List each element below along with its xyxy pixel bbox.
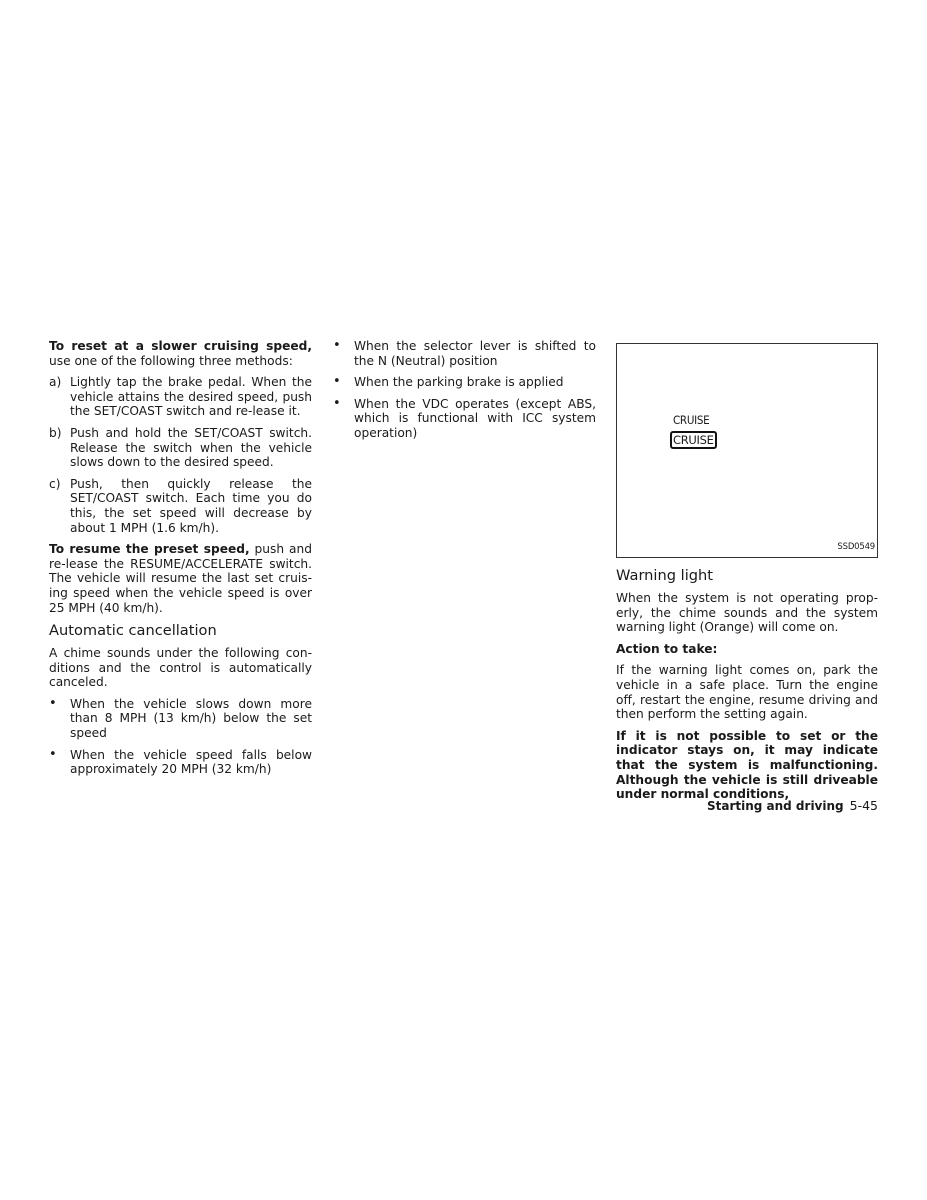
bullet-icon: • bbox=[333, 338, 341, 353]
warning-light-paragraph: When the system is not operating prop-erly, the chime sounds and the system warning light (Orange) will come on. bbox=[616, 591, 878, 635]
bullet-text: When the vehicle speed falls below approximately 20 MPH (32 km/h) bbox=[70, 747, 312, 777]
method-item-a bbox=[49, 375, 312, 419]
section-title: Starting and driving bbox=[706, 799, 844, 813]
bullet-icon: • bbox=[333, 395, 341, 411]
resume-preset-text: push and re-lease the RESUME/ACCELERATE switch. The vehicle will resume the last set cruis-ing speed when the vehicle speed is over 25 MPH (40 km/h). bbox=[49, 542, 312, 615]
malfunction-warning-paragraph: If it is not possible to set or the indicator stays on, it may indicate that the system is malfunctioning. Although the vehicle is still driveable under normal conditions, bbox=[616, 728, 878, 802]
bullet-text: When the VDC operates (except ABS, which is functional with ICC system operation) bbox=[354, 396, 596, 440]
cruise-indicator-figure bbox=[616, 343, 878, 558]
cruise-indicator-label: CRUISE bbox=[673, 413, 710, 427]
list-marker: c) bbox=[49, 476, 61, 491]
cancel-bullet-3 bbox=[333, 339, 596, 368]
bullet-text: When the selector lever is shifted to the N (Neutral) position bbox=[354, 339, 596, 368]
resume-preset-paragraph bbox=[49, 542, 312, 615]
list-marker: a) bbox=[49, 375, 62, 390]
bullet-icon: • bbox=[49, 746, 57, 762]
list-marker: b) bbox=[49, 425, 62, 440]
column-right bbox=[616, 339, 878, 809]
list-item-text: Push, then quickly release the SET/COAST switch. Each time you do this, the set speed will decrease by about 1 MPH (1.6 km/h). bbox=[70, 476, 312, 535]
bullet-text: When the parking brake is applied bbox=[354, 375, 564, 390]
page-footer bbox=[707, 798, 878, 813]
reset-slower-lead: To reset at a slower cruising speed, bbox=[49, 339, 312, 353]
column-left bbox=[49, 339, 312, 784]
list-item-text: Lightly tap the brake pedal. When the vehicle attains the desired speed, push the SET/COAST switch and re-lease it. bbox=[70, 375, 312, 419]
method-item-c bbox=[49, 477, 312, 535]
figure-id: SSD0549 bbox=[837, 542, 875, 553]
cruise-indicator-icon: CRUISE bbox=[670, 431, 717, 449]
automatic-cancellation-heading: Automatic cancellation bbox=[49, 622, 217, 640]
column-middle bbox=[333, 339, 596, 448]
cancel-bullet-1 bbox=[49, 697, 312, 741]
reset-slower-text: use one of the following three methods: bbox=[49, 353, 293, 368]
action-paragraph: If the warning light comes on, park the vehicle in a safe place. Turn the engine off, restart the engine, resume driving and then perform the setting again. bbox=[616, 663, 878, 722]
bullet-text: When the vehicle slows down more than 8 MPH (13 km/h) below the set speed bbox=[70, 696, 312, 741]
cancel-bullet-2 bbox=[49, 748, 312, 777]
page-number: 5-45 bbox=[849, 798, 878, 813]
method-item-b bbox=[49, 426, 312, 470]
cancel-bullet-4 bbox=[333, 375, 596, 390]
reset-slower-paragraph bbox=[49, 339, 312, 368]
list-item-text: Push and hold the SET/COAST switch. Release the switch when the vehicle slows down to the desired speed. bbox=[70, 425, 312, 470]
cancel-bullet-5 bbox=[333, 397, 596, 441]
bullet-icon: • bbox=[49, 695, 57, 711]
resume-preset-lead: To resume the preset speed, bbox=[49, 542, 250, 557]
action-to-take-label: Action to take: bbox=[616, 641, 718, 656]
bullet-icon: • bbox=[333, 374, 341, 390]
warning-light-heading: Warning light bbox=[616, 567, 713, 584]
chime-paragraph: A chime sounds under the following con-ditions and the control is automatically canceled. bbox=[49, 646, 312, 690]
